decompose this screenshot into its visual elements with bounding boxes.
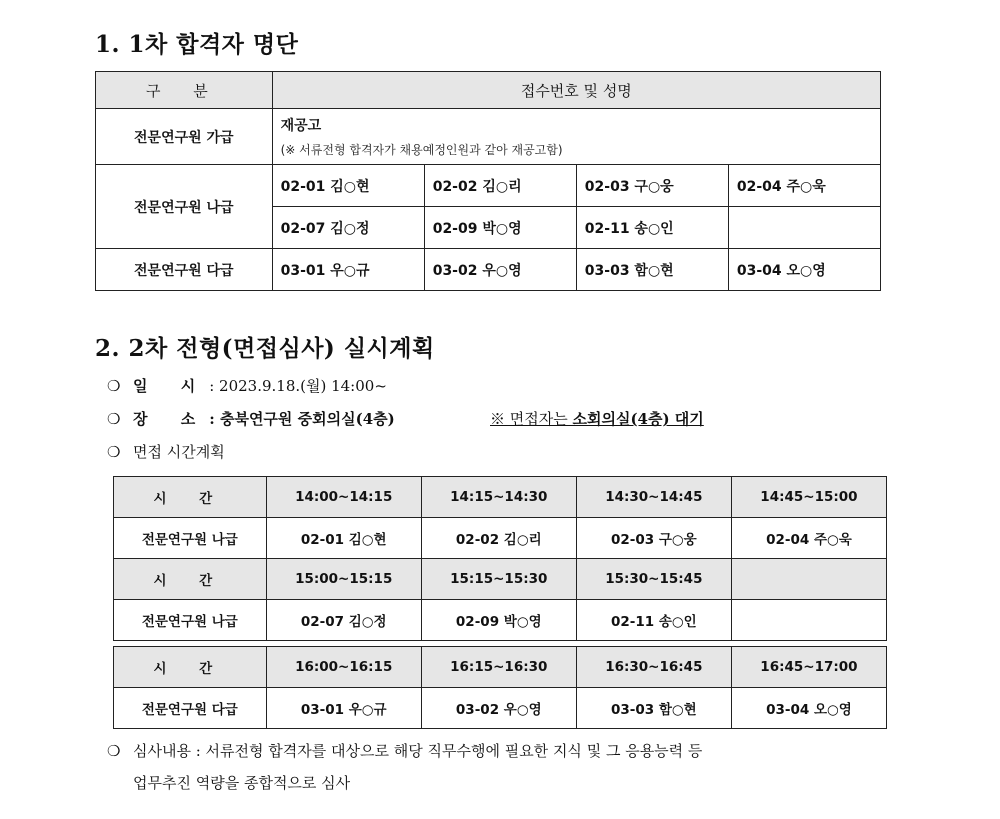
interview-schedule-table-a — [113, 476, 887, 641]
reannouncement-note: (※ 서류전형 합격자가 채용예정인원과 같아 재공고함) — [280, 143, 563, 157]
time-slot: 14:30~14:45 — [576, 477, 731, 518]
place-note-emph: 소회의실(4층) 대기 — [572, 410, 704, 428]
applicant-cell: 03-04 오○영 — [731, 688, 886, 729]
table-row — [114, 600, 887, 641]
applicant-cell — [731, 600, 886, 641]
time-slot: 15:30~15:45 — [576, 559, 731, 600]
row-category: 전문연구원 다급 — [96, 249, 273, 291]
place-note-prefix: ※ 면접자는 — [490, 410, 573, 428]
applicant-cell: 02-02 김○리 — [421, 518, 576, 559]
interview-schedule-table-b — [113, 646, 887, 729]
time-label: 시 간 — [114, 559, 267, 600]
section1-title: 1. 1차 합격자 명단 — [95, 31, 299, 58]
date-value: : 2023.9.18.(월) 14:00~ — [209, 377, 387, 395]
time-slot: 14:15~14:30 — [421, 477, 576, 518]
applicant-cell: 02-01 김○현 — [272, 165, 424, 207]
time-slot: 16:15~16:30 — [421, 647, 576, 688]
time-label: 시 간 — [114, 477, 267, 518]
table-row — [114, 559, 887, 600]
applicant-cell: 02-04 주○욱 — [731, 518, 886, 559]
review-text-1: 심사내용 : 서류전형 합격자를 대상으로 해당 직무수행에 필요한 지식 및 그 응용능력 등 — [133, 742, 703, 760]
applicant-cell: 03-01 우○규 — [272, 249, 424, 291]
applicant-cell: 02-02 김○리 — [424, 165, 576, 207]
applicant-cell: 03-03 함○현 — [576, 688, 731, 729]
applicant-cell: 02-09 박○영 — [424, 207, 576, 249]
applicant-cell: 02-01 김○현 — [266, 518, 421, 559]
applicant-cell: 03-02 우○영 — [421, 688, 576, 729]
bullet-circle: ❍ — [107, 410, 121, 428]
row-category: 전문연구원 나급 — [96, 165, 273, 249]
applicant-cell — [728, 207, 880, 249]
section2-title: 2. 2차 전형(면접심사) 실시계획 — [95, 335, 435, 362]
table-row — [114, 477, 887, 518]
place-label: 장 소 — [133, 410, 210, 428]
applicant-cell: 02-11 송○인 — [576, 207, 728, 249]
applicant-cell: 02-04 주○욱 — [728, 165, 880, 207]
applicant-cell: 02-07 김○정 — [266, 600, 421, 641]
applicant-cell: 03-03 함○현 — [576, 249, 728, 291]
time-slot — [731, 559, 886, 600]
table-row — [114, 518, 887, 559]
time-slot: 14:00~14:15 — [266, 477, 421, 518]
time-slot: 15:00~15:15 — [266, 559, 421, 600]
date-label: 일 시 — [133, 377, 210, 395]
applicant-cell: 02-03 구○웅 — [576, 518, 731, 559]
applicant-cell: 02-03 구○웅 — [576, 165, 728, 207]
time-slot: 15:15~15:30 — [421, 559, 576, 600]
table-header-row — [96, 72, 881, 109]
table-row — [96, 249, 881, 291]
time-slot: 16:30~16:45 — [576, 647, 731, 688]
table-row — [114, 647, 887, 688]
applicant-cell: 03-02 우○영 — [424, 249, 576, 291]
applicant-cell: 03-04 오○영 — [728, 249, 880, 291]
time-label: 시 간 — [114, 647, 267, 688]
date-line — [107, 375, 387, 396]
place-note — [490, 408, 704, 429]
bullet-circle: ❍ — [107, 377, 121, 395]
applicant-cell: 03-01 우○규 — [266, 688, 421, 729]
table-row — [96, 165, 881, 207]
bullet-circle: ❍ — [107, 443, 121, 461]
place-line — [107, 408, 395, 429]
time-slot: 16:00~16:15 — [266, 647, 421, 688]
schedule-label: 면접 시간계획 — [133, 443, 225, 461]
header-category: 구 분 — [96, 72, 273, 109]
row-category: 전문연구원 다급 — [114, 688, 267, 729]
bullet-circle: ❍ — [107, 742, 121, 760]
time-slot: 14:45~15:00 — [731, 477, 886, 518]
reannouncement-cell — [272, 109, 880, 165]
review-line-1 — [107, 740, 702, 761]
schedule-line — [107, 441, 225, 462]
review-line-2: 업무추진 역량을 종합적으로 심사 — [133, 774, 351, 792]
row-category: 전문연구원 나급 — [114, 518, 267, 559]
time-slot: 16:45~17:00 — [731, 647, 886, 688]
header-names: 접수번호 및 성명 — [272, 72, 880, 109]
applicant-cell: 02-11 송○인 — [576, 600, 731, 641]
passer-list-table — [95, 71, 881, 291]
table-row — [114, 688, 887, 729]
place-value: : 충북연구원 중회의실(4층) — [209, 410, 395, 428]
reannouncement-label: 재공고 — [280, 118, 322, 134]
table-row — [96, 109, 881, 165]
applicant-cell: 02-09 박○영 — [421, 600, 576, 641]
applicant-cell: 02-07 김○정 — [272, 207, 424, 249]
row-category: 전문연구원 나급 — [114, 600, 267, 641]
row-category: 전문연구원 가급 — [96, 109, 273, 165]
